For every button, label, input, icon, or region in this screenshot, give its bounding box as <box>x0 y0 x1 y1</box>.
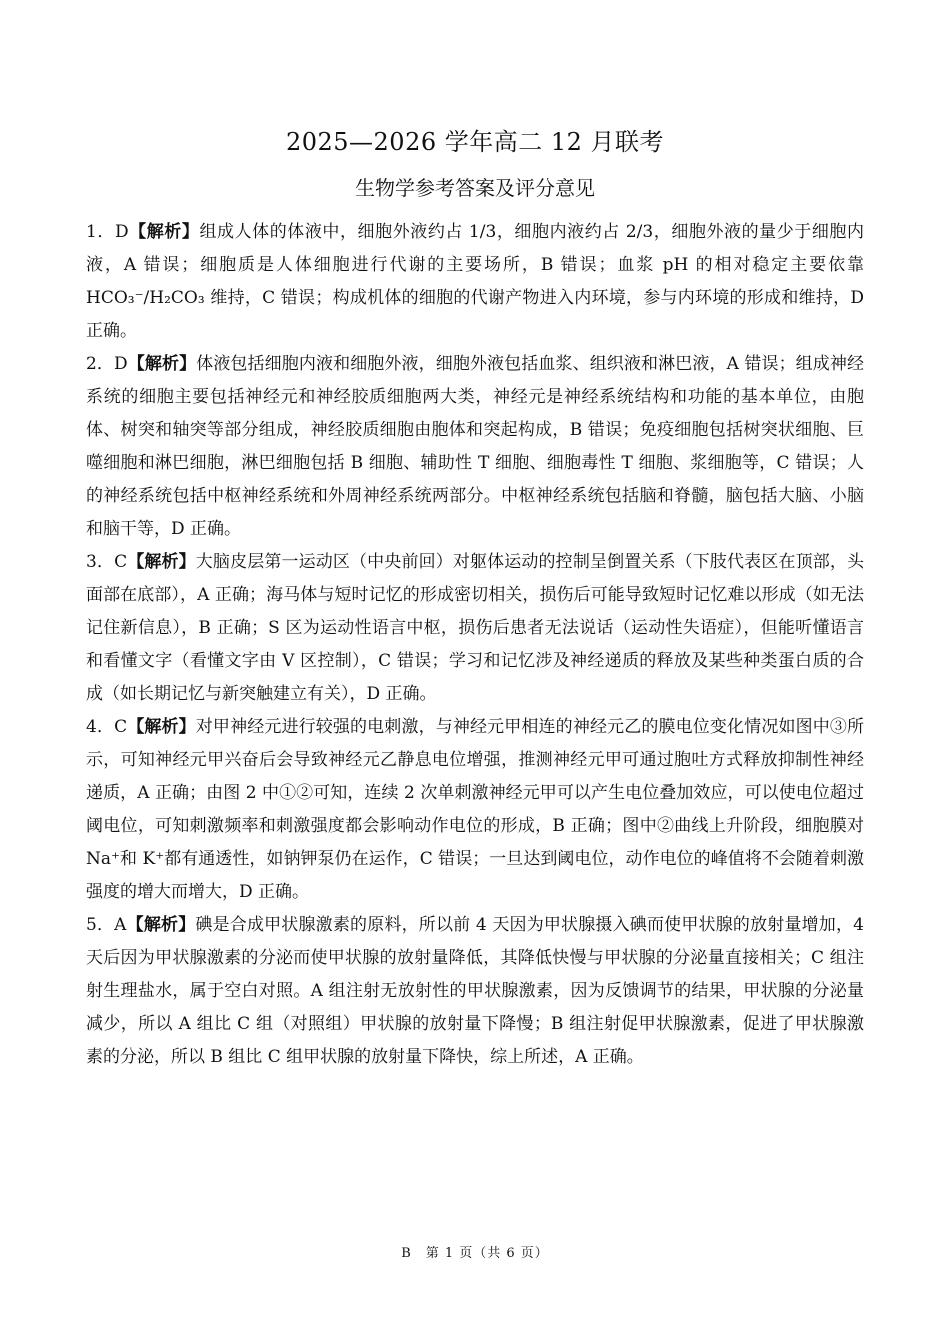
page-footer: B 第 1 页（共 6 页） <box>401 1246 549 1261</box>
answer-text: 碘是合成甲状腺激素的原料，所以前 4 天因为甲状腺摄入碘而使甲状腺的放射量增加，4 天后因为甲状腺激素的分泌而使甲状腺的放射量降低，其降低快慢与甲状腺的分泌量直接相关；C 组注射生理盐水，属于空白对照。A 组注射无放射性的甲状腺激素，因为反馈调节的结果，甲状腺的分泌量减少，所以 A 组比 C 组（对照组）甲状腺的放射量下降慢；B 组注射促甲状腺激素，促进了甲状腺激素的分泌，所以 B 组比 C 组甲状腺的放射量下降快，综上所述，A 正确。 <box>86 915 864 1067</box>
answer-number: 2．D <box>86 354 128 374</box>
answer-item-4 <box>86 711 864 909</box>
answer-item-1 <box>86 216 864 348</box>
answer-number: 3．C <box>86 552 128 572</box>
answer-text: 体液包括细胞内液和细胞外液，细胞外液包括血浆、组织液和淋巴液，A 错误；组成神经系统的细胞主要包括神经元和神经胶质细胞两大类，神经元是神经系统结构和功能的基本单位，由胞体、树突和轴突等部分组成，神经胶质细胞由胞体和突起构成，B 错误；免疫细胞包括树突状细胞、巨噬细胞和淋巴细胞，淋巴细胞包括 B 细胞、辅助性 T 细胞、细胞毒性 T 细胞、浆细胞等，C 错误；人的神经系统包括中枢神经系统和外周神经系统两部分。中枢神经系统包括脑和脊髓，脑包括大脑、小脑和脑干等，D 正确。 <box>86 354 865 539</box>
answer-item-2 <box>86 348 864 546</box>
analysis-tag: 【解析】 <box>127 717 196 737</box>
analysis-tag: 【解析】 <box>126 915 196 935</box>
page-title: 2025—2026 学年高二 12 月联考 <box>285 128 665 156</box>
answer-number: 4．C <box>86 717 128 737</box>
analysis-tag: 【解析】 <box>128 222 200 242</box>
page-subtitle: 生物学参考答案及评分意见 <box>355 176 595 200</box>
answer-text: 组成人体的体液中，细胞外液约占 1/3，细胞内液约占 2/3，细胞外液的量少于细胞内液，A 错误；细胞质是人体细胞进行代谢的主要场所，B 错误；血浆 pH 的相对稳定主要依靠 HCO₃⁻/H₂CO₃ 维持，C 错误；构成机体的细胞的代谢产物进入内环境，参与内环境的形成和维持，D 正确。 <box>86 222 864 341</box>
answer-number: 5．A <box>86 915 127 935</box>
answer-item-5 <box>86 909 864 1074</box>
answer-number: 1．D <box>86 222 129 242</box>
analysis-tag: 【解析】 <box>127 354 197 374</box>
answer-text: 大脑皮层第一运动区（中央前回）对躯体运动的控制呈倒置关系（下肢代表区在顶部，头面部在底部），A 正确；海马体与短时记忆的形成密切相关，损伤后可能导致短时记忆难以形成（如无法记住新信息），B 正确；S 区为运动性语言中枢，损伤后患者无法说话（运动性失语症），但能听懂语言和看懂文字（看懂文字由 V 区控制），C 错误；学习和记忆涉及神经递质的释放及某些种类蛋白质的合成（如长期记忆与新突触建立有关），D 正确。 <box>86 552 865 704</box>
answer-text: 对甲神经元进行较强的电刺激，与神经元甲相连的神经元乙的膜电位变化情况如图中③所示，可知神经元甲兴奋后会导致神经元乙静息电位增强，推测神经元甲可通过胞吐方式释放抑制性神经递质，A 正确；由图 2 中①②可知，连续 2 次单刺激神经元甲可以产生电位叠加效应，可以使电位超过阈电位，可知刺激频率和刺激强度都会影响动作电位的形成，B 正确；图中②曲线上升阶段，细胞膜对 Na⁺和 K⁺都有通透性，如钠钾泵仍在运作，C 错误；一旦达到阈电位，动作电位的峰值将不会随着刺激强度的增大而增大，D 正确。 <box>86 717 865 902</box>
answer-list <box>86 216 864 1074</box>
analysis-tag: 【解析】 <box>127 552 196 572</box>
answer-item-3 <box>86 546 864 711</box>
